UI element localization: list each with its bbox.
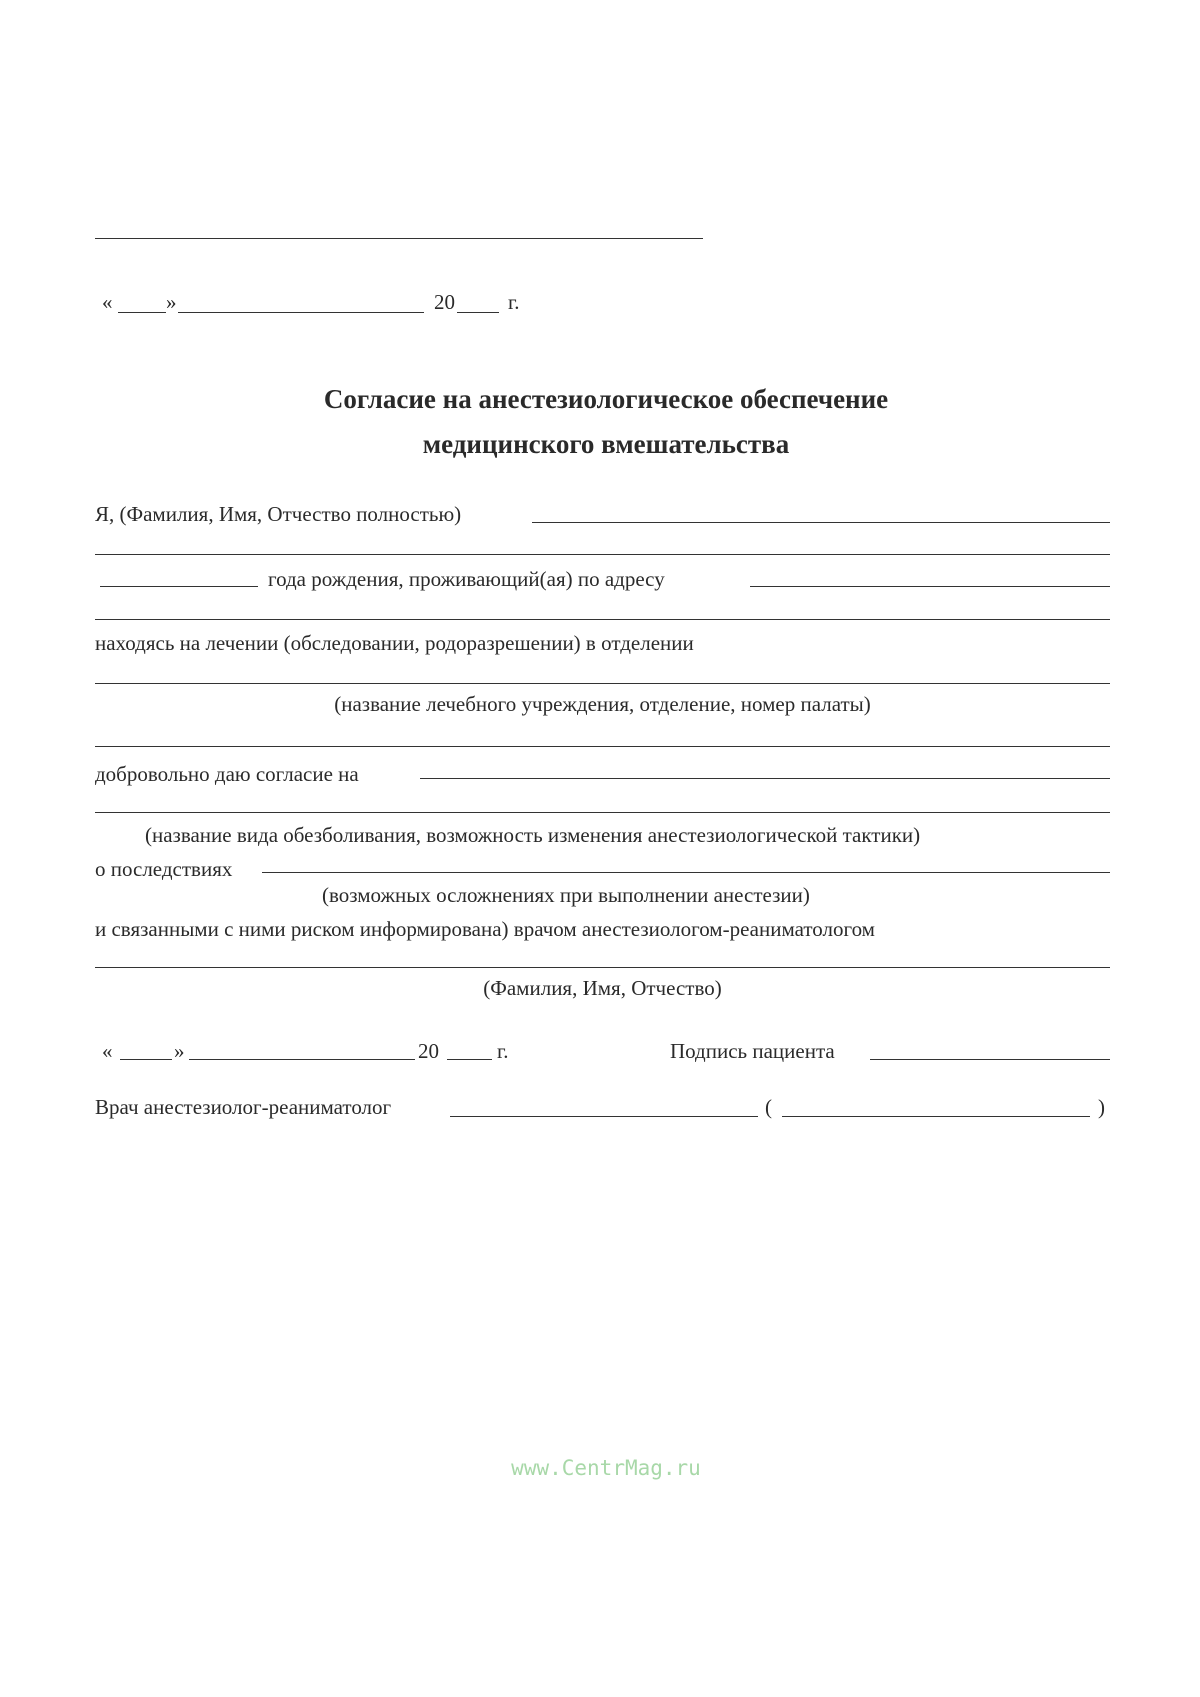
doctor-paren-open: ( <box>765 1095 772 1119</box>
footer-year-field[interactable] <box>447 1059 492 1060</box>
header-date-open-quote: « <box>102 290 113 314</box>
header-day-field[interactable] <box>118 312 166 313</box>
footer-date-close-quote: » <box>174 1039 185 1063</box>
anesthesia-hint: (название вида обезболивания, возможность изменения анестезиологической тактики) <box>145 823 921 847</box>
doctor-name-decode-field[interactable] <box>782 1116 1090 1117</box>
address-field[interactable] <box>750 586 1110 587</box>
informed-label: и связанными с ними риском информирована) врачом анестезиологом-реаниматологом <box>95 917 875 941</box>
header-month-field[interactable] <box>178 312 424 313</box>
patient-signature-field[interactable] <box>870 1059 1110 1060</box>
birth-address-label: года рождения, проживающий(ая) по адресу <box>268 567 665 591</box>
document-title-line2: медицинского вмешательства <box>422 429 790 459</box>
doctor-paren-close: ) <box>1098 1095 1105 1119</box>
footer-year-suffix: г. <box>497 1039 509 1063</box>
header-year-prefix: 20 <box>434 290 455 314</box>
consent-field-continued[interactable] <box>95 812 1110 813</box>
footer-month-field[interactable] <box>189 1059 415 1060</box>
institution-hint: (название лечебного учреждения, отделение, номер палаты) <box>334 692 871 716</box>
doctor-label: Врач анестезиолог-реаниматолог <box>95 1095 392 1119</box>
footer-year-prefix: 20 <box>418 1039 439 1063</box>
consequences-field[interactable] <box>262 872 1110 873</box>
doctor-signature-field[interactable] <box>450 1116 758 1117</box>
consent-field[interactable] <box>420 778 1110 779</box>
full-name-field[interactable] <box>532 522 1110 523</box>
patient-signature-label: Подпись пациента <box>670 1039 835 1063</box>
header-year-suffix: г. <box>508 290 520 314</box>
footer-day-field[interactable] <box>120 1059 172 1060</box>
institution-field[interactable] <box>95 683 1110 684</box>
header-year-field[interactable] <box>457 312 499 313</box>
doctor-name-field[interactable] <box>95 967 1110 968</box>
birth-year-field[interactable] <box>100 586 258 587</box>
consent-label: добровольно даю согласие на <box>95 762 359 786</box>
document-title-line1: Согласие на анестезиологическое обеспечение <box>323 384 889 414</box>
treatment-label: находясь на лечении (обследовании, родоразрешении) в отделении <box>95 631 694 655</box>
full-name-field-continued[interactable] <box>95 554 1110 555</box>
consequences-label: о последствиях <box>95 857 233 881</box>
header-date-close-quote: » <box>166 290 177 314</box>
institution-field-continued[interactable] <box>95 746 1110 747</box>
complications-hint: (возможных осложнениях при выполнении анестезии) <box>322 883 810 907</box>
header-blank-line[interactable] <box>95 238 703 239</box>
full-name-label: Я, (Фамилия, Имя, Отчество полностью) <box>95 502 462 526</box>
watermark-text: www.CentrMag.ru <box>511 1456 701 1480</box>
address-field-continued[interactable] <box>95 619 1110 620</box>
footer-date-open-quote: « <box>102 1039 113 1063</box>
doctor-name-hint: (Фамилия, Имя, Отчество) <box>483 976 722 1000</box>
